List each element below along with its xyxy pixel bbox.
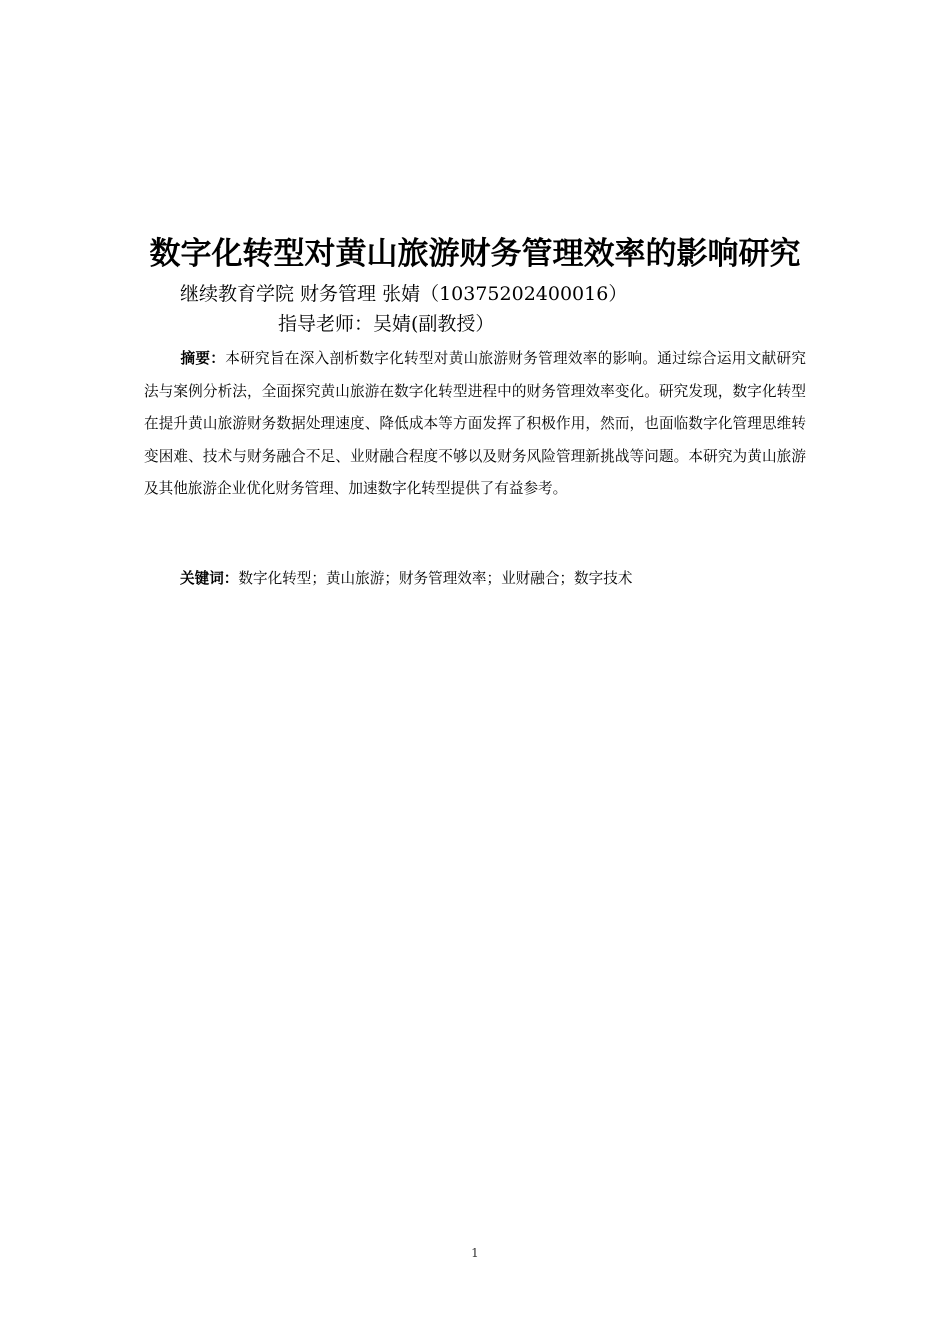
keywords-text: 数字化转型；黄山旅游；财务管理效率；业财融合；数字技术	[238, 570, 633, 587]
abstract-text: 本研究旨在深入剖析数字化转型对黄山旅游财务管理效率的影响。通过综合运用文献研究法与案例分析法，全面探究黄山旅游在数字化转型进程中的财务管理效率变化。研究发现，数字化转型在提升黄山旅游财务数据处理速度、降低成本等方面发挥了积极作用，然而，也面临数字化管理思维转变困难、技术与财务融合不足、业财融合程度不够以及财务风险管理新挑战等问题。本研究为黄山旅游及其他旅游企业优化财务管理、加速数字化转型提供了有益参考。	[144, 350, 806, 498]
keywords-label: 关键词：	[180, 570, 239, 587]
author-info: 继续教育学院 财务管理 张婧（10375202400016）	[180, 283, 628, 305]
abstract-paragraph	[144, 343, 806, 506]
abstract-label: 摘要：	[180, 350, 226, 367]
paper-title: 数字化转型对黄山旅游财务管理效率的影响研究	[149, 236, 801, 272]
keywords-line	[180, 564, 632, 594]
page-number: 1	[471, 1246, 479, 1260]
advisor-info: 指导老师：吴婧(副教授）	[278, 313, 495, 335]
